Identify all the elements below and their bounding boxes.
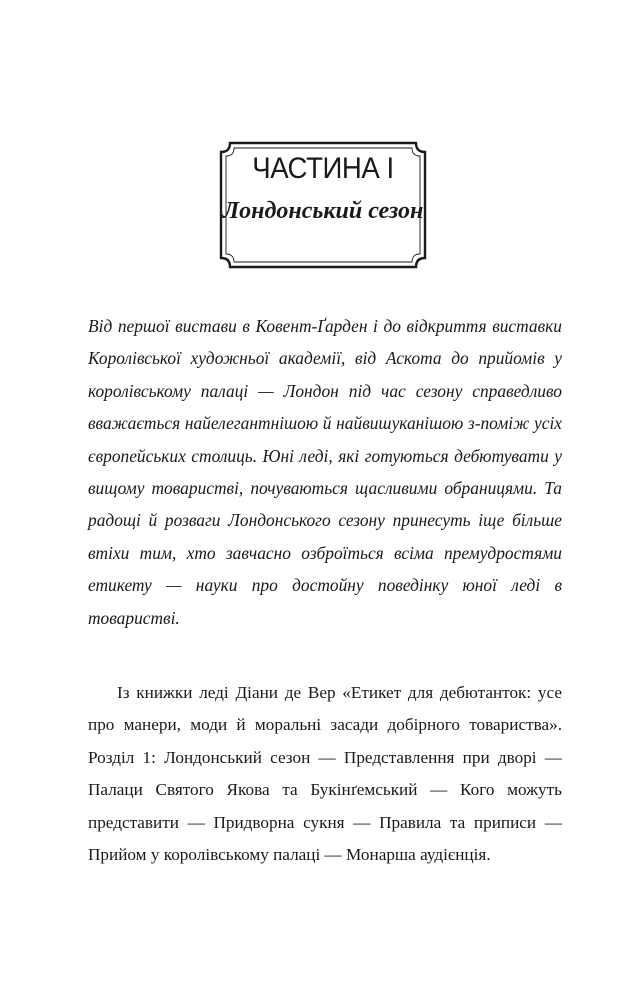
epigraph-paragraph: Від першої вистави в Ковент-Ґарден і до відкриття виставки Королівської художньої академії, від Аскота до прийомів у королівському палаці — Лондон під час сезону справедливо вважається найелегантнішою й найвишуканішою з-поміж усіх європейських столиць. Юні леді, які готуються дебютувати у вищому товаристві, почуваються щасливими обраницями. Та радощі й розваги Лондонського сезону принесуть іще більше втіхи тим, хто завчасно озброїться всіма премудростями етикету — науки про достойну поведінку юної леді в товаристві. (88, 316, 562, 628)
part-name: Лондонський сезон (222, 198, 424, 224)
part-label: ЧАСТИНА I (252, 152, 394, 185)
chapter-title (218, 140, 428, 270)
chapter-title-frame (218, 140, 428, 270)
source-paragraph: Із книжки леді Діани де Вер «Етикет для дебютанток: усе про манери, моди й моральні засади добірного товариства». Розділ 1: Лондонський сезон — Представлення при дворі — Палаци Святого Якова та Букінґемський — Кого можуть представити — Придворна сукня — Правила та приписи — Прийом у королівському палаці — Монарша аудієнція. (88, 683, 562, 865)
